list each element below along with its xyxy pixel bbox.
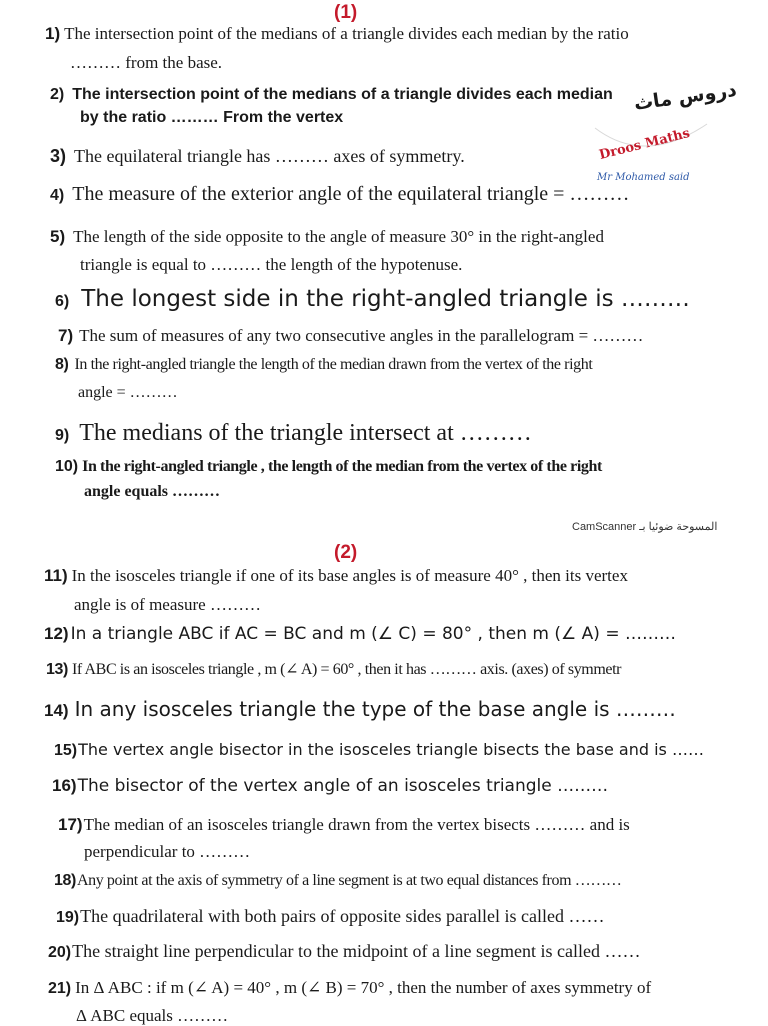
question-number: 10) bbox=[55, 458, 79, 475]
question-text: Any point at the axis of symmetry of a line segment is at two equal distances from ……… bbox=[76, 872, 622, 889]
question-8-continued: angle = ……… bbox=[78, 384, 178, 401]
question-number: 14) bbox=[44, 701, 69, 720]
question-text: The intersection point of the medians of a triangle divides each median by the ratio bbox=[64, 24, 629, 43]
question-text: The equilateral triangle has ……… axes of symmetry. bbox=[74, 146, 465, 166]
question-text: The length of the side opposite to the angle of measure 30° in the right-angled bbox=[73, 227, 604, 246]
question-number: 8) bbox=[55, 356, 69, 373]
question-12 bbox=[44, 624, 676, 644]
question-7 bbox=[58, 326, 643, 346]
question-number: 9) bbox=[55, 427, 70, 444]
question-text: In Δ ABC : if m (∠ A) = 40° , m (∠ B) = 70° , then the number of axes symmetry of bbox=[75, 978, 652, 997]
question-text: In the right-angled triangle , the length of the median from the vertex of the right bbox=[82, 458, 602, 475]
question-text: The vertex angle bisector in the isosceles triangle bisects the base and is …… bbox=[78, 740, 704, 759]
question-9 bbox=[55, 420, 532, 447]
logo-latin: Droos Maths bbox=[597, 125, 692, 164]
question-20 bbox=[48, 941, 640, 962]
question-5-continued: triangle is equal to ……… the length of the hypotenuse. bbox=[80, 255, 463, 274]
question-10 bbox=[55, 458, 602, 476]
question-19 bbox=[56, 906, 604, 927]
question-text: In any isosceles triangle the type of the base angle is ……… bbox=[74, 697, 676, 721]
question-4 bbox=[50, 183, 629, 206]
question-text: In the right-angled triangle the length of the median drawn from the vertex of the right bbox=[74, 356, 593, 373]
question-5 bbox=[50, 227, 604, 247]
question-text: The sum of measures of any two consecutive angles in the parallelogram = ……… bbox=[79, 326, 644, 345]
logo-author: Mr Mohamed said bbox=[597, 172, 690, 183]
droos-maths-logo bbox=[585, 78, 739, 184]
question-number: 1) bbox=[45, 24, 61, 43]
question-number: 2) bbox=[50, 86, 65, 103]
question-16 bbox=[52, 776, 608, 796]
question-text: The straight line perpendicular to the midpoint of a line segment is called …… bbox=[72, 941, 641, 961]
question-text: The bisector of the vertex angle of an isosceles triangle ……… bbox=[77, 776, 609, 796]
question-8 bbox=[55, 356, 592, 374]
question-11-continued: angle is of measure ……… bbox=[74, 595, 261, 614]
question-10-continued: angle equals ……… bbox=[84, 483, 221, 500]
question-number: 4) bbox=[50, 187, 65, 204]
question-3 bbox=[50, 146, 465, 167]
question-text: In a triangle ABC if AC = BC and m (∠ C) = 80° , then m (∠ A) = ……… bbox=[70, 624, 676, 644]
question-text: The quadrilateral with both pairs of opposite sides parallel is called …… bbox=[80, 906, 605, 926]
question-text: The measure of the exterior angle of the equilateral triangle = ……… bbox=[72, 183, 630, 205]
question-number: 12) bbox=[44, 624, 69, 643]
question-number: 17) bbox=[58, 815, 83, 834]
question-17-continued: perpendicular to ……… bbox=[84, 842, 251, 861]
question-number: 15) bbox=[54, 742, 78, 759]
question-21-continued: Δ ABC equals ……… bbox=[76, 1006, 229, 1025]
question-1 bbox=[45, 24, 629, 44]
question-15 bbox=[54, 740, 704, 760]
question-text: If ABC is an isosceles triangle , m (∠ A) = 60° , then it has ……… axis. (axes) of symmetr bbox=[71, 661, 622, 678]
question-number: 13) bbox=[46, 661, 68, 678]
question-18 bbox=[54, 872, 622, 890]
logo-arabic: دروس ماث bbox=[632, 78, 739, 115]
question-number: 7) bbox=[58, 326, 74, 345]
question-text: The median of an isosceles triangle drawn from the vertex bisects ……… and is bbox=[83, 815, 630, 834]
question-number: 16) bbox=[52, 776, 77, 795]
question-17 bbox=[58, 815, 630, 835]
question-number: 19) bbox=[56, 909, 80, 926]
question-number: 3) bbox=[50, 146, 67, 166]
question-13 bbox=[46, 659, 621, 679]
question-11 bbox=[44, 566, 628, 586]
question-number: 21) bbox=[48, 980, 72, 997]
section-1-label: (1) bbox=[334, 2, 358, 23]
question-6 bbox=[55, 286, 690, 312]
camscanner-stamp: CamScanner المسوحة ضوئيا بـ bbox=[572, 521, 718, 533]
section-2-label: (2) bbox=[334, 542, 358, 563]
question-text: The medians of the triangle intersect at ……… bbox=[79, 420, 532, 446]
question-text: The longest side in the right-angled triangle is ……… bbox=[81, 286, 690, 312]
question-2 bbox=[50, 86, 613, 104]
question-21 bbox=[48, 978, 651, 998]
question-number: 11) bbox=[44, 566, 68, 585]
question-number: 6) bbox=[55, 293, 70, 310]
question-1-continued: ……… from the base. bbox=[70, 53, 223, 72]
question-text: The intersection point of the medians of a triangle divides each median bbox=[72, 86, 613, 103]
question-2-continued: by the ratio ……… From the vertex bbox=[80, 109, 344, 126]
question-text: In the isosceles triangle if one of its base angles is of measure 40° , then its vertex bbox=[71, 566, 628, 585]
question-number: 20) bbox=[48, 944, 72, 961]
logo-graphic bbox=[585, 78, 739, 184]
question-number: 5) bbox=[50, 227, 66, 246]
question-number: 18) bbox=[54, 872, 76, 889]
question-14 bbox=[44, 697, 676, 721]
